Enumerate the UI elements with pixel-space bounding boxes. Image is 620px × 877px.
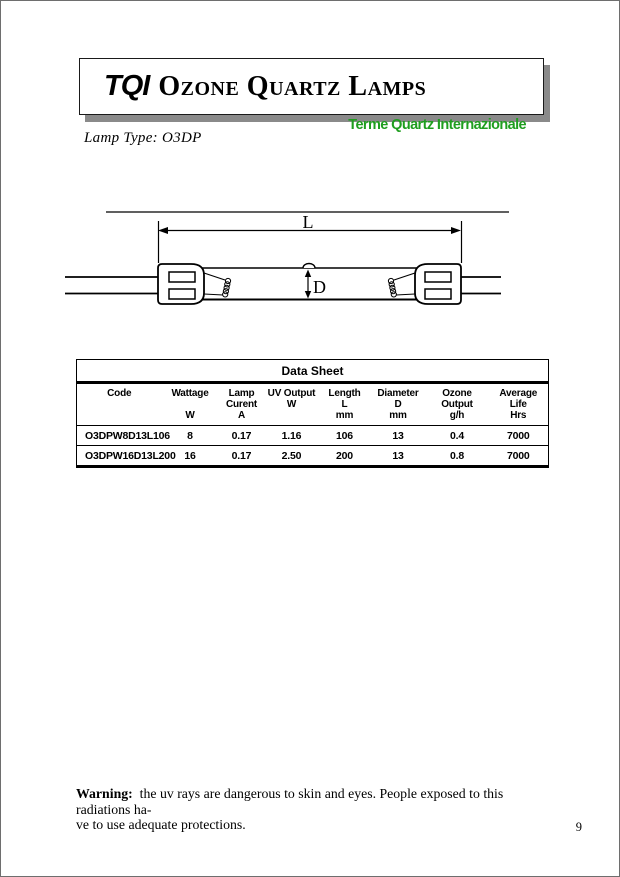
logo-tqi-text: TQI: [104, 70, 150, 102]
cell-average-life: 7000: [489, 426, 549, 446]
cell-code: O3DPW8D13L106: [77, 426, 162, 446]
cell-wattage: 8: [162, 426, 219, 446]
col-header-ozone-output: Ozone Output g/h: [441, 388, 473, 421]
cell-wattage: 16: [162, 446, 219, 467]
datasheet-table: [76, 359, 549, 468]
warning-text: [76, 786, 546, 833]
logo-box: [79, 58, 544, 115]
lamp-dimension-diagram: [61, 206, 521, 321]
cell-length: 200: [319, 446, 371, 467]
col-header-uv-output: UV Output W: [267, 388, 316, 410]
cell-diameter: 13: [371, 426, 426, 446]
lamp-type-label: Lamp Type: O3DP: [84, 130, 202, 146]
cell-ozone-output: 0.4: [426, 426, 489, 446]
cell-average-life: 7000: [489, 446, 549, 467]
warning-line2: ve to use adequate protections.: [76, 817, 246, 832]
warning-line1: the uv rays are dangerous to skin and eyes. People exposed to this radiations ha-: [76, 786, 504, 817]
warning-label: Warning:: [76, 786, 133, 801]
table-header-row: [77, 383, 549, 426]
col-header-code: Code: [107, 388, 132, 399]
page-number: 9: [575, 820, 582, 834]
col-header-lamp-current: Lamp Curent A: [225, 388, 258, 421]
cell-uv-output: 1.16: [265, 426, 319, 446]
col-header-average-life: Average Life Hrs: [499, 388, 538, 421]
col-header-wattage: Wattage W: [171, 388, 209, 421]
col-header-diameter: Diameter D mm: [377, 388, 419, 421]
cell-code: O3DPW16D13L200: [77, 446, 162, 467]
table-title: Data Sheet: [77, 360, 549, 383]
cell-current: 0.17: [219, 446, 265, 467]
cell-ozone-output: 0.8: [426, 446, 489, 467]
cell-uv-output: 2.50: [265, 446, 319, 467]
cell-current: 0.17: [219, 426, 265, 446]
table-row: [77, 426, 549, 446]
cell-diameter: 13: [371, 446, 426, 467]
col-header-length: Length L mm: [328, 388, 361, 421]
cell-length: 106: [319, 426, 371, 446]
logo-title-text: Ozone Quartz Lamps: [158, 70, 427, 102]
tube-tip-bump: [303, 264, 315, 269]
length-dimension-label: L: [302, 212, 314, 232]
table-row: [77, 446, 549, 467]
company-tagline: Terme Quartz Internazionale: [348, 117, 526, 133]
diameter-dimension-label: D: [313, 277, 326, 297]
